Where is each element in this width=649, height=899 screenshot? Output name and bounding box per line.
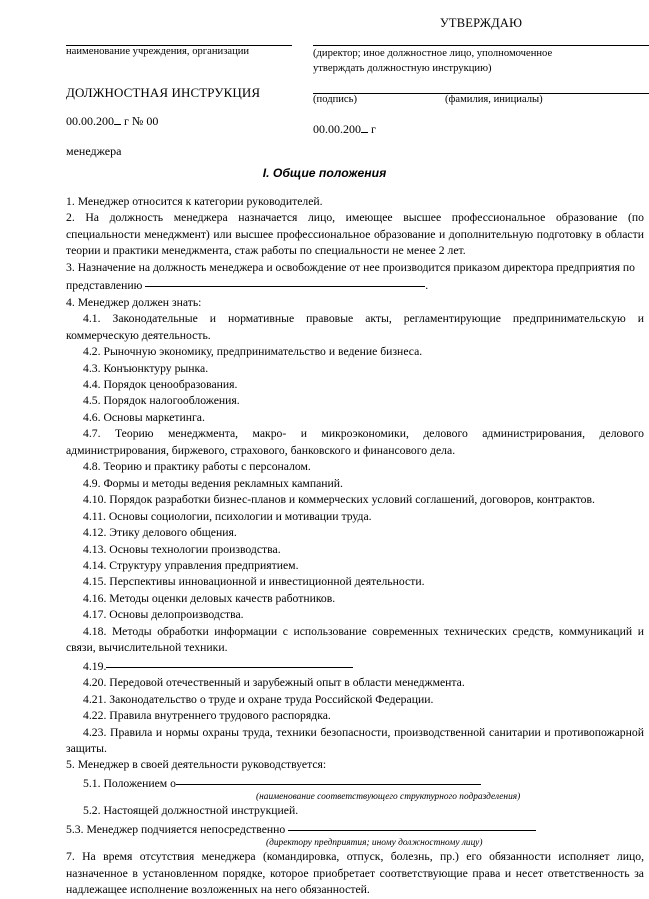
approver-caption-line-2: утверждать должностную инструкцию)	[313, 63, 492, 75]
clause-3-period: .	[425, 279, 429, 293]
clause-1: 1. Менеджер относится к категории руководителей.	[66, 195, 323, 208]
clause-5-1	[66, 774, 644, 792]
signature-caption: (подпись)	[313, 94, 357, 105]
clause-4-9: 4.9. Формы и методы ведения рекламных кампаний.	[83, 476, 343, 490]
clause-4-19	[66, 657, 644, 675]
clause-4-19-number: 4.19.	[83, 659, 107, 673]
clause-4-7: 4.7. Теорию менеджмента, макро- и микроэкономики, делового администрирования, делового администрирования, биржевого, страхового, банковского и финансового дела.	[66, 427, 644, 457]
clause-2: 2. На должность менеджера назначается лицо, имеющее высшее профессиональное образование (по специальности менеджмент) или высшее профессиональное образование и дополнительную подготовку в области теории и практики менеджмента, стаж работы по специальности не менее 2 лет.	[66, 211, 644, 258]
clause-4-13: 4.13. Основы технологии производства.	[83, 542, 281, 556]
clause-4-8: 4.8. Теорию и практику работы с персоналом.	[83, 460, 311, 474]
clause-4-11: 4.11. Основы социологии, психологии и мотивации труда.	[83, 509, 372, 523]
clause-4-3: 4.3. Конъюнктуру рынка.	[83, 361, 209, 375]
clause-4-12: 4.12. Этику делового общения.	[83, 526, 237, 540]
clause-3-text: 3. Назначение на должность менеджера и освобождение от нее производится приказом директора предприятия по представлению	[66, 260, 635, 293]
clause-5-1-text: 5.1. Положением о	[83, 776, 176, 790]
clause-5: 5. Менеджер в своей деятельности руководствуется:	[66, 758, 327, 772]
document-number	[66, 114, 158, 129]
fullname-caption: (фамилия, инициалы)	[445, 94, 543, 105]
approver-caption-line-1: (директор; иное должностное лицо, уполномоченное	[313, 48, 553, 59]
clause-4-1: 4.1. Законодательные и нормативные правовые акты, регламентирующие предпринимательскую и коммерческую деятельность.	[66, 312, 644, 342]
organization-name-caption: наименование учреждения, организации	[66, 46, 250, 57]
clause-4-14: 4.14. Структуру управления предприятием.	[83, 558, 299, 572]
clause-5-1-annotation: (наименование соответствующего структурного подразделения)	[256, 792, 521, 803]
document-body	[66, 194, 644, 899]
clause-5-1-blank	[176, 774, 481, 785]
section-heading: I. Общие положения	[262, 166, 387, 180]
approval-date	[313, 122, 376, 137]
clause-4-18: 4.18. Методы обработки информации с использование современных технических средств, коммуникаций и связи, вычислительной техники.	[66, 624, 644, 655]
clause-4-21: 4.21. Законодательство о труде и охране труда Российской Федерации.	[83, 692, 434, 706]
document-number-prefix: 00.00.200	[66, 114, 114, 128]
clause-5-3-annotation: (директору предприятия; иному должностному лицу)	[266, 838, 483, 849]
approve-label: УТВЕРЖДАЮ	[439, 16, 523, 30]
clause-5-3	[66, 820, 644, 838]
clause-4-10: 4.10. Порядок разработки бизнес-планов и коммерческих условий соглашений, договоров, контрактов.	[83, 493, 595, 507]
clause-4-4: 4.4. Порядок ценообразования.	[83, 377, 238, 391]
clause-4-17: 4.17. Основы делопроизводства.	[83, 608, 244, 622]
clause-5-2: 5.2. Настоящей должностной инструкцией.	[83, 804, 299, 818]
clause-4-16: 4.16. Методы оценки деловых качеств работников.	[83, 591, 336, 605]
clause-5-3-blank	[288, 820, 536, 831]
clause-3	[66, 260, 644, 295]
approval-date-suffix: г	[371, 122, 376, 136]
document-position: менеджера	[66, 144, 122, 158]
approval-date-prefix: 00.00.200	[313, 122, 361, 136]
clause-4-6: 4.6. Основы маркетинга.	[83, 410, 205, 424]
document-number-suffix: г № 00	[124, 114, 159, 128]
clause-4-15: 4.15. Перспективы инновационной и инвестиционной деятельности.	[83, 575, 425, 589]
clause-4-19-blank	[106, 657, 353, 668]
document-number-blank	[114, 124, 121, 125]
clause-7: 7. На время отсутствия менеджера (командировка, отпуск, болезнь, пр.) его обязанности исполняет лицо, назначенное в установленном порядке, которое приобретает соответствующие права и несет ответственность за надлежащее исполнение возложенных на него обязанностей.	[66, 850, 644, 897]
clause-4: 4. Менеджер должен знать:	[66, 295, 202, 309]
document-title: ДОЛЖНОСТНАЯ ИНСТРУКЦИЯ	[66, 85, 261, 100]
clause-4-2: 4.2. Рыночную экономику, предпринимательство и ведение бизнеса.	[83, 345, 423, 359]
clause-4-20: 4.20. Передовой отечественный и зарубежный опыт в области менеджмента.	[83, 676, 465, 690]
approval-date-blank	[361, 132, 368, 133]
clause-4-22: 4.22. Правила внутреннего трудового распорядка.	[83, 709, 331, 723]
signature-captions	[313, 94, 649, 105]
clause-5-3-text: 5.3. Менеджер подчияется непосредственно	[66, 822, 289, 836]
clause-4-5: 4.5. Порядок налогообложения.	[83, 394, 240, 408]
clause-3-blank	[145, 276, 425, 287]
clause-4-23: 4.23. Правила и нормы охраны труда, техники безопасности, производственной санитарии и противопожарной защиты.	[66, 725, 644, 755]
approver-caption	[313, 46, 649, 77]
